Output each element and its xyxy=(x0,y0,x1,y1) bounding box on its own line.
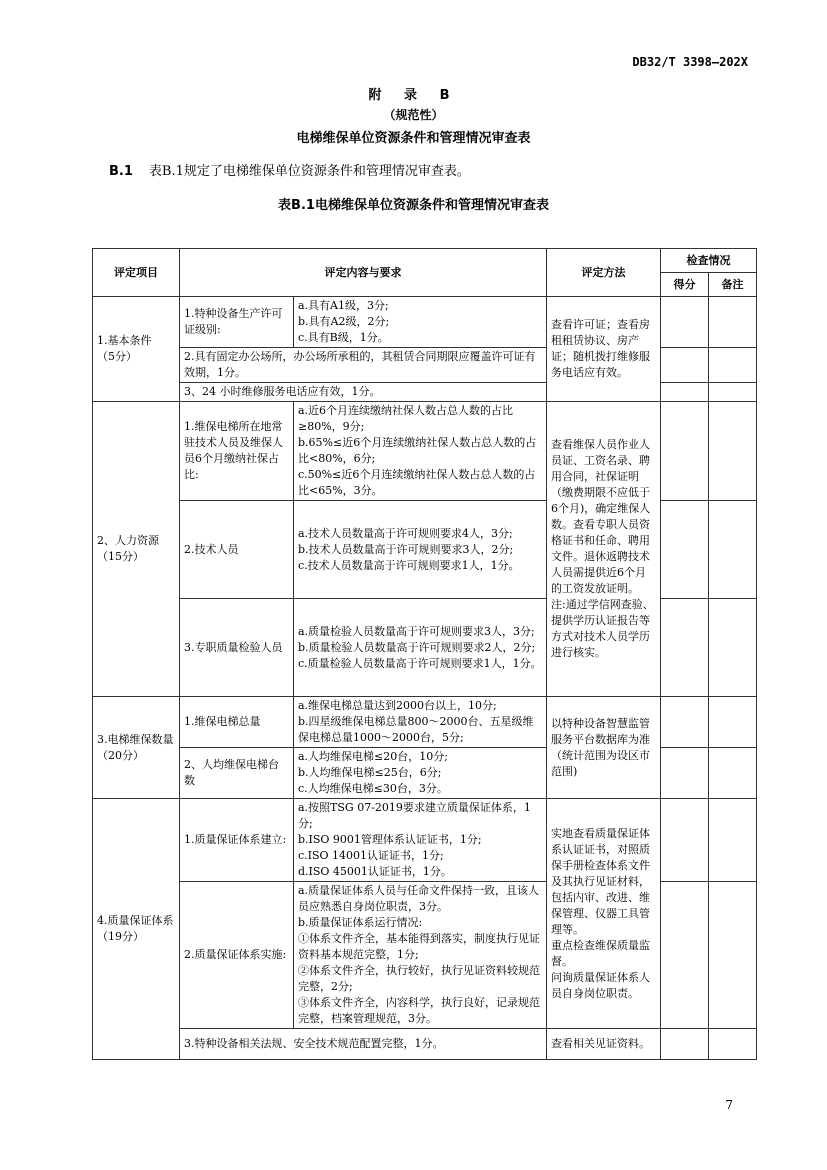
table-row xyxy=(93,402,757,501)
remark-cell[interactable] xyxy=(709,697,757,748)
requirement-cell: a.近6个月连续缴纳社保人数占总人数的占比≥80%，9分; b.65%≤近6个月连续缴纳社保人数占总人数的占比<80%，6分; c.50%≤近6个月连续缴纳社保人数占总人数的占比<65%，3分。 xyxy=(294,402,547,501)
remark-cell[interactable] xyxy=(709,882,757,1029)
appendix-title: 附 录 B xyxy=(368,88,459,103)
sub-item-cell: 2、人均维保电梯台数 xyxy=(180,748,294,799)
category-cell: 2、人力资源 （15分） xyxy=(93,402,180,697)
score-cell[interactable] xyxy=(661,297,709,348)
table-row xyxy=(93,297,757,348)
category-cell: 4.质量保证体系 （19分） xyxy=(93,799,180,1060)
remark-cell[interactable] xyxy=(709,748,757,799)
remark-cell[interactable] xyxy=(709,383,757,402)
score-cell[interactable] xyxy=(661,882,709,1029)
method-cell: 实地查看质量保证体系认证证书，对照质保手册检查体系文件及其执行见证材料，包括内审、改进、维保管理、仪器工具管理等。 重点检查维保质量监督。 问询质量保证体系人员自身岗位职责。 xyxy=(547,799,661,1029)
score-cell[interactable] xyxy=(661,348,709,383)
score-cell[interactable] xyxy=(661,383,709,402)
document-code: DB32/T 3398—202X xyxy=(632,55,748,69)
col-remark-header: 备注 xyxy=(709,273,757,297)
requirement-cell: 2.具有固定办公场所，办公场所承租的，其租赁合同期限应覆盖许可证有效期，1分。 xyxy=(180,348,547,383)
requirement-cell: a.维保电梯总量达到2000台以上，10分; b.四星级维保电梯总量800～2000台、五星级维保电梯总量1000～2000台，5分; xyxy=(294,697,547,748)
sub-item-cell: 1.维保电梯总量 xyxy=(180,697,294,748)
sub-item-cell: 1.特种设备生产许可证级别: xyxy=(180,297,294,348)
sub-item-cell: 3.专职质量检验人员 xyxy=(180,599,294,697)
remark-cell[interactable] xyxy=(709,799,757,882)
col-score-header: 得分 xyxy=(661,273,709,297)
table-row xyxy=(93,1029,757,1060)
intro-text: 表B.1规定了电梯维保单位资源条件和管理情况审查表。 xyxy=(148,164,470,179)
score-cell[interactable] xyxy=(661,402,709,501)
requirement-cell: 3、24 小时维修服务电话应有效，1分。 xyxy=(180,383,547,402)
requirement-cell: a.质量保证体系人员与任命文件保持一致，且该人员应熟悉自身岗位职责，3分。 b.质量保证体系运行情况: ①体系文件齐全，基本能得到落实，制度执行见证资料基本规范完整，1分; ②体系文件齐全，执行较好，执行见证资料较规范完整，2分; ③体系文件齐全，内容科学，执行良好，记录规范完整，档案管理规范，3分。 xyxy=(294,882,547,1029)
score-cell[interactable] xyxy=(661,501,709,599)
category-cell: 3.电梯维保数量 （20分） xyxy=(93,697,180,799)
col-method-header: 评定方法 xyxy=(547,249,661,297)
requirement-cell: a.具有A1级，3分; b.具有A2级，2分; c.具有B级，1分。 xyxy=(294,297,547,348)
table-caption: 表B.1电梯维保单位资源条件和管理情况审查表 xyxy=(278,198,549,213)
table-row xyxy=(93,697,757,748)
method-cell: 查看维保人员作业人员证、工资名录、聘用合同，社保证明（缴费期限不应低于6个月)，确定维保人数。查看专职人员资格证书和任命、聘用文件。退休返聘技术人员需提供近6个月的工资发放证明。 注:通过学信网查验、提供学历认证报告等方式对技术人员学历进行核实。 xyxy=(547,402,661,697)
requirement-cell: a.技术人员数量高于许可规则要求4人，3分; b.技术人员数量高于许可规则要求3人，2分; c.技术人员数量高于许可规则要求1人，1分。 xyxy=(294,501,547,599)
requirement-cell: a.按照TSG 07-2019要求建立质量保证体系，1分; b.ISO 9001管理体系认证证书，1分; c.ISO 14001认证证书，1分; d.ISO 45001认证证书，1分。 xyxy=(294,799,547,882)
sub-item-cell: 1.质量保证体系建立: xyxy=(180,799,294,882)
col-check-header: 检查情况 xyxy=(661,249,757,273)
category-cell: 1.基本条件 （5分） xyxy=(93,297,180,402)
section-number: B.1 xyxy=(109,164,133,179)
col-item-header: 评定项目 xyxy=(93,249,180,297)
remark-cell[interactable] xyxy=(709,599,757,697)
sub-item-cell: 2.技术人员 xyxy=(180,501,294,599)
appendix-name: 电梯维保单位资源条件和管理情况审查表 xyxy=(296,131,531,146)
score-cell[interactable] xyxy=(661,697,709,748)
score-cell[interactable] xyxy=(661,799,709,882)
remark-cell[interactable] xyxy=(709,348,757,383)
requirement-cell: 3.特种设备相关法规、安全技术规范配置完整，1分。 xyxy=(180,1029,547,1060)
intro-paragraph xyxy=(109,160,470,179)
remark-cell[interactable] xyxy=(709,1029,757,1060)
sub-item-cell: 1.维保电梯所在地常驻技术人员及维保人员6个月缴纳社保占比: xyxy=(180,402,294,501)
remark-cell[interactable] xyxy=(709,501,757,599)
appendix-type: （规范性） xyxy=(383,108,444,122)
col-content-header: 评定内容与要求 xyxy=(180,249,547,297)
score-cell[interactable] xyxy=(661,748,709,799)
method-cell: 以特种设备智慧监管服务平台数据库为准（统计范围为设区市范围) xyxy=(547,697,661,799)
review-table xyxy=(92,248,757,1060)
requirement-cell: a.人均维保电梯≤20台，10分; b.人均维保电梯≤25台，6分; c.人均维保电梯≤30台，3分。 xyxy=(294,748,547,799)
requirement-cell: a.质量检验人员数量高于许可规则要求3人，3分; b.质量检验人员数量高于许可规则要求2人，2分; c.质量检验人员数量高于许可规则要求1人，1分。 xyxy=(294,599,547,697)
remark-cell[interactable] xyxy=(709,402,757,501)
method-cell: 查看许可证；查看房租租赁协议、房产证；随机拨打维修服务电话应有效。 xyxy=(547,297,661,402)
method-cell: 查看相关见证资料。 xyxy=(547,1029,661,1060)
score-cell[interactable] xyxy=(661,599,709,697)
table-row xyxy=(93,799,757,882)
remark-cell[interactable] xyxy=(709,297,757,348)
score-cell[interactable] xyxy=(661,1029,709,1060)
sub-item-cell: 2.质量保证体系实施: xyxy=(180,882,294,1029)
table-header-row xyxy=(93,249,757,273)
page-number: 7 xyxy=(725,1098,733,1112)
